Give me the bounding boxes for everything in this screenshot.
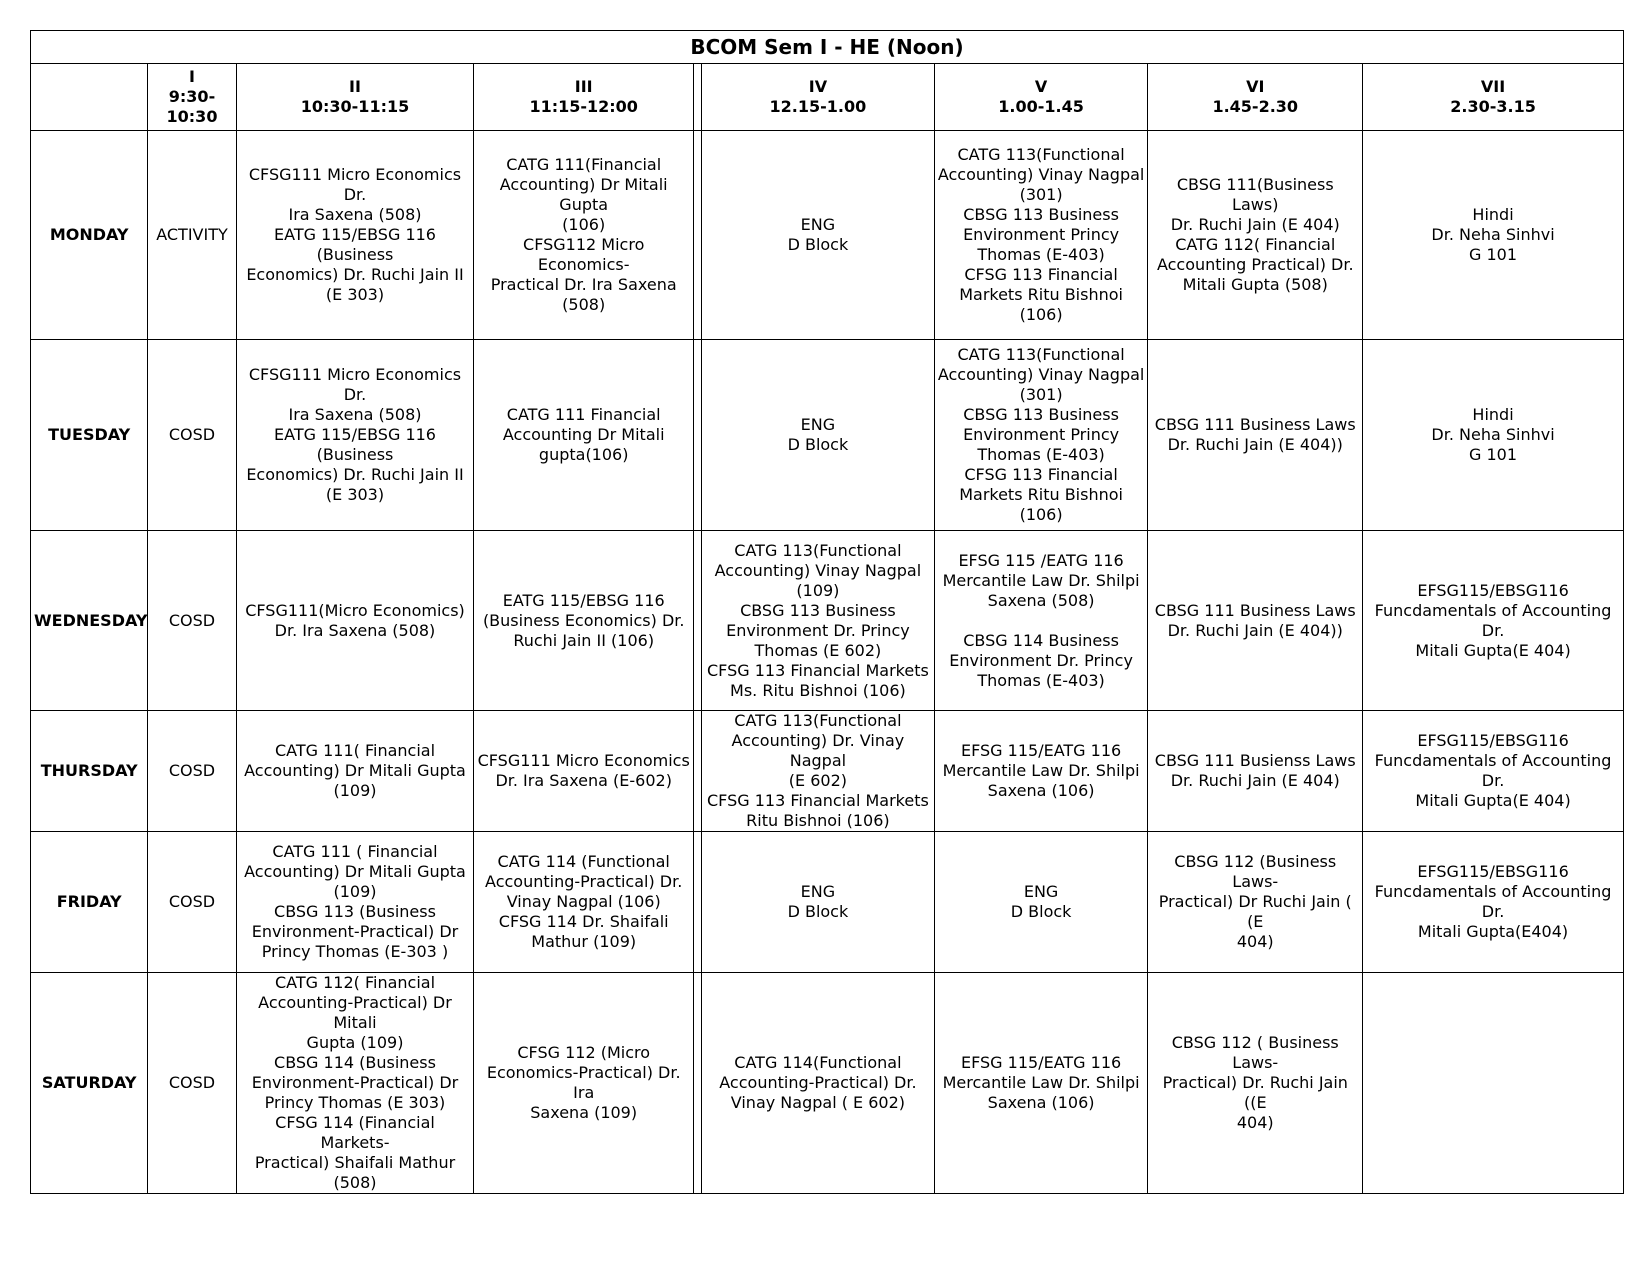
class-cell-line: Practical) Dr. Ruchi Jain ((E [1162, 1073, 1348, 1112]
class-cell-line: Environment Princy [963, 425, 1120, 444]
class-cell-line: (Business Economics) Dr. [482, 610, 685, 630]
class-cell-line: EATG 115/EBSG 116 [502, 590, 665, 610]
class-cell [236, 131, 474, 340]
break-separator [694, 531, 702, 711]
class-cell-line: Environment-Practical) Dr [251, 922, 459, 941]
class-cell-line: Accounting-Practical) Dr. [485, 872, 683, 891]
day-label: FRIDAY [31, 832, 148, 973]
class-cell-line: CATG 111( Financial [274, 741, 436, 760]
class-cell-line: CATG 112( Financial [274, 973, 436, 992]
class-cell-line: Mathur (109) [531, 932, 637, 951]
class-cell-line: COSD [168, 761, 216, 780]
class-cell-line: Economics-Practical) Dr. Ira [486, 1063, 681, 1102]
period-header-iii [474, 64, 694, 131]
period-header-line: VI [1246, 77, 1265, 96]
class-cell-line: 404) [1236, 1113, 1274, 1132]
class-cell-line: Environment Princy [963, 225, 1120, 244]
class-cell-line: EFSG 115/EATG 116 [960, 741, 1122, 760]
class-cell-line: D Block [1010, 902, 1072, 921]
timetable [30, 30, 1624, 1194]
class-cell [148, 832, 236, 973]
class-cell-line: Environment Dr. Princy [726, 620, 910, 640]
class-cell-line: CFSG111 Micro Economics [477, 751, 690, 770]
class-cell-line: Practical) Dr Ruchi Jain ( (E [1158, 892, 1352, 931]
class-cell-line: Accounting) Dr Mitali Gupta [499, 175, 668, 214]
class-cell-line: CBSG 111 Business Laws [1154, 415, 1356, 434]
class-cell-line: Accounting-Practical) Dr Mitali [258, 993, 452, 1032]
class-cell [236, 832, 474, 973]
class-cell [1363, 131, 1624, 340]
class-cell [934, 340, 1148, 531]
class-cell [148, 340, 236, 531]
class-cell-line: Accounting Practical) Dr. [1156, 255, 1354, 274]
class-cell-line: Vinay Nagpal ( E 602) [730, 1093, 906, 1112]
class-cell-line: CFSG 112 (Micro [517, 1043, 651, 1062]
day-row-friday [31, 832, 1624, 973]
period-header-ii [236, 64, 474, 131]
class-cell-line: Mercantile Law Dr. Shilpi [942, 1073, 1140, 1092]
class-cell-line: (109) [796, 580, 840, 600]
class-cell-line: Environment-Practical) Dr [251, 1073, 459, 1092]
class-cell-line: CATG 113(Functional [957, 145, 1125, 164]
class-cell-line: CBSG 113 (Business [274, 902, 436, 921]
class-cell [1363, 340, 1624, 531]
class-cell-line: Dr. Ruchi Jain (E 404)) [1167, 620, 1343, 640]
class-cell-line: CFSG111 Micro Economics Dr. [248, 165, 462, 204]
class-cell-line: EFSG115/EBSG116 [1417, 731, 1569, 750]
class-cell-line: Accounting Dr Mitali [502, 425, 665, 444]
break-separator [694, 64, 702, 131]
class-cell-line: Funcdamentals of Accounting Dr. [1374, 882, 1612, 921]
class-cell-line: CATG 113(Functional [957, 345, 1125, 364]
period-header-line: 11:15-12:00 [529, 97, 638, 116]
class-cell-line: Dr. Ira Saxena (E-602) [495, 771, 672, 790]
class-cell-line: ENG [1023, 882, 1059, 901]
class-cell-line: Economics) Dr. Ruchi Jain II [246, 265, 464, 284]
class-cell-line: Accounting) Vinay Nagpal [937, 365, 1145, 384]
class-cell-line: Dr. Ruchi Jain (E 404)) [1167, 435, 1343, 454]
period-header-row [31, 64, 1624, 131]
class-cell-line: CATG 113(Functional [734, 540, 902, 560]
class-cell-line: CBSG 113 Business [963, 205, 1119, 224]
class-cell-line: CBSG 113 Business [963, 405, 1119, 424]
class-cell-line: CBSG 114 Business [963, 630, 1119, 650]
period-header-line: 10:30-11:15 [300, 97, 410, 116]
class-cell-line: Accounting) Dr Mitali Gupta [244, 862, 466, 881]
class-cell-line: Accounting) Dr Mitali Gupta [244, 761, 466, 780]
class-cell [702, 973, 935, 1194]
class-cell-line: CATG 113(Functional [734, 711, 902, 730]
class-cell-line: (301) [1019, 385, 1063, 404]
day-row-tuesday [31, 340, 1624, 531]
class-cell-line: Dr. Neha Sinhvi [1431, 225, 1555, 244]
class-cell-line: EFSG115/EBSG116 [1417, 580, 1569, 600]
class-cell-line: Accounting) Vinay Nagpal [714, 560, 922, 580]
class-cell-line: EATG 115/EBSG 116 (Business [274, 225, 436, 264]
class-cell-line: CFSG 114 (Financial Markets- [275, 1113, 435, 1152]
class-cell-line: CBSG 111 Business Laws [1154, 600, 1356, 620]
class-cell [474, 340, 694, 531]
class-cell-line: CFSG 114 Dr. Shaifali [498, 912, 669, 931]
class-cell [236, 340, 474, 531]
class-cell [1148, 131, 1363, 340]
class-cell-line: (E 303) [325, 285, 385, 304]
class-cell-line: Hindi [1472, 205, 1514, 224]
class-cell-line: Funcdamentals of Accounting Dr. [1374, 600, 1612, 640]
class-cell-line: COSD [168, 1073, 216, 1092]
period-header-line: 1.00-1.45 [998, 97, 1084, 116]
class-cell-line: gupta(106) [538, 445, 629, 464]
class-cell-line: Thomas (E-403) [977, 445, 1105, 464]
class-cell-line: Practical) Shaifali Mathur [254, 1153, 456, 1172]
class-cell-line: EFSG 115/EATG 116 [960, 1053, 1122, 1072]
class-cell-line: Markets Ritu Bishnoi (106) [959, 285, 1123, 324]
class-cell-line: Thomas (E-403) [977, 245, 1105, 264]
class-cell-line: ENG [800, 215, 836, 234]
class-cell-line: Ira Saxena (508) [288, 205, 422, 224]
class-cell-line: Mitali Gupta(E 404) [1415, 791, 1571, 810]
class-cell-line: (301) [1019, 185, 1063, 204]
class-cell-line: Dr. Ruchi Jain (E 404) [1170, 215, 1340, 234]
day-row-saturday [31, 973, 1624, 1194]
class-cell [474, 531, 694, 711]
break-separator [694, 973, 702, 1194]
period-header-line: II [349, 77, 361, 96]
class-cell-line: CBSG 111 Busienss Laws [1154, 751, 1356, 770]
class-cell-line: Markets Ritu Bishnoi (106) [959, 485, 1123, 524]
class-cell-line: Gupta (109) [306, 1033, 404, 1052]
class-cell [1148, 711, 1363, 832]
class-cell-line: CFSG 113 Financial Markets [706, 791, 929, 810]
class-cell [934, 711, 1148, 832]
class-cell-line: Accounting) Dr. Vinay Nagpal [731, 731, 905, 770]
class-cell [236, 973, 474, 1194]
class-cell-line: Mercantile Law Dr. Shilpi [942, 570, 1140, 590]
day-label: MONDAY [31, 131, 148, 340]
class-cell-line: Economics) Dr. Ruchi Jain II [246, 465, 464, 484]
class-cell-line: CATG 111(Financial [506, 155, 662, 174]
break-separator [694, 131, 702, 340]
class-cell-line: (106) [562, 215, 606, 234]
class-cell [1363, 973, 1624, 1194]
class-cell-line: (E 602) [788, 771, 848, 790]
day-label: THURSDAY [31, 711, 148, 832]
class-cell [702, 340, 935, 531]
class-cell [1148, 973, 1363, 1194]
class-cell [148, 973, 236, 1194]
class-cell-line: CATG 111 Financial [506, 405, 661, 424]
class-cell-line: COSD [168, 610, 216, 630]
class-cell-line: (508) [333, 1173, 377, 1192]
class-cell-line: Practical Dr. Ira Saxena [490, 275, 677, 294]
class-cell-line: Ms. Ritu Bishnoi (106) [730, 680, 906, 700]
period-header-line: IV [808, 77, 828, 96]
class-cell [934, 832, 1148, 973]
period-header-line: 2.30-3.15 [1450, 97, 1536, 116]
class-cell-line: Hindi [1472, 405, 1514, 424]
class-cell-line: EFSG 115 /EATG 116 [958, 550, 1124, 570]
break-separator [694, 832, 702, 973]
class-cell-line: 404) [1236, 932, 1274, 951]
class-cell-line: CFSG111(Micro Economics) [245, 600, 465, 620]
class-cell-line: Princy Thomas (E-303 ) [261, 942, 449, 961]
class-cell-line: EATG 115/EBSG 116 (Business [274, 425, 436, 464]
class-cell [474, 131, 694, 340]
class-cell [1148, 340, 1363, 531]
class-cell [474, 832, 694, 973]
class-cell [474, 711, 694, 832]
class-cell-line: CFSG112 Micro Economics- [523, 235, 645, 274]
class-cell-line: CATG 114 (Functional [497, 852, 670, 871]
class-cell-line: ENG [800, 415, 836, 434]
class-cell-line: (E 303) [325, 485, 385, 504]
class-cell-line: G 101 [1469, 445, 1518, 464]
class-cell [1363, 531, 1624, 711]
class-cell [1363, 711, 1624, 832]
class-cell-line: CFSG111 Micro Economics Dr. [248, 365, 462, 404]
class-cell [702, 711, 935, 832]
class-cell [236, 711, 474, 832]
class-cell-line: (109) [333, 882, 377, 901]
class-cell-line [938, 611, 1145, 631]
class-cell-line: CBSG 112 (Business Laws- [1174, 852, 1337, 891]
class-cell [148, 711, 236, 832]
class-cell-line: Thomas (E-403) [977, 670, 1105, 690]
class-cell-line: CBSG 111(Business Laws) [1176, 175, 1334, 214]
class-cell-line: Environment Dr. Princy [949, 650, 1133, 670]
class-cell-line: Dr. Neha Sinhvi [1431, 425, 1555, 444]
class-cell-line: Funcdamentals of Accounting Dr. [1374, 751, 1612, 790]
class-cell-line: Saxena (106) [987, 1093, 1095, 1112]
period-header-vii [1363, 64, 1624, 131]
class-cell-line: CFSG 113 Financial [964, 265, 1118, 284]
class-cell-line: COSD [168, 892, 216, 911]
class-cell [148, 531, 236, 711]
class-cell-line: Ira Saxena (508) [288, 405, 422, 424]
class-cell-line: Ritu Bishnoi (106) [746, 811, 890, 830]
class-cell-line: CBSG 112 ( Business Laws- [1171, 1033, 1339, 1072]
class-cell-line: Saxena (109) [530, 1103, 638, 1122]
class-cell-line: Ruchi Jain II (106) [513, 630, 655, 650]
class-cell-line: G 101 [1469, 245, 1518, 264]
day-row-thursday [31, 711, 1624, 832]
class-cell-line: Mitali Gupta(E404) [1417, 922, 1569, 941]
class-cell [702, 832, 935, 973]
period-header-line: 9:30- [168, 87, 216, 106]
class-cell-line: Saxena (508) [987, 590, 1095, 610]
break-separator [694, 711, 702, 832]
title-row [31, 31, 1624, 64]
day-label: WEDNESDAY [31, 531, 148, 711]
class-cell [474, 973, 694, 1194]
day-label: SATURDAY [31, 973, 148, 1194]
class-cell-line: CFSG 113 Financial Markets [706, 660, 929, 680]
period-header-line: VII [1480, 77, 1506, 96]
class-cell-line: Accounting) Vinay Nagpal [937, 165, 1145, 184]
class-cell-line: Vinay Nagpal (106) [506, 892, 661, 911]
class-cell [1363, 832, 1624, 973]
day-label: TUESDAY [31, 340, 148, 531]
class-cell-line: (109) [333, 781, 377, 800]
period-header-v [934, 64, 1148, 131]
class-cell [1148, 531, 1363, 711]
class-cell-line: Mercantile Law Dr. Shilpi [942, 761, 1140, 780]
class-cell-line: EFSG115/EBSG116 [1417, 862, 1569, 881]
day-row-wednesday [31, 531, 1624, 711]
class-cell-line: D Block [787, 435, 849, 454]
period-header-vi [1148, 64, 1363, 131]
class-cell-line: Dr. Ira Saxena (508) [274, 620, 436, 640]
day-row-monday [31, 131, 1624, 340]
period-header-line: I [189, 67, 195, 86]
period-header-iv [702, 64, 935, 131]
period-header-line: 1.45-2.30 [1212, 97, 1299, 116]
class-cell-line: Accounting-Practical) Dr. [719, 1073, 917, 1092]
class-cell-line: CATG 114(Functional [734, 1053, 902, 1072]
class-cell-line: CATG 112( Financial [1175, 235, 1336, 254]
class-cell-line: D Block [787, 902, 849, 921]
class-cell-line: D Block [787, 235, 849, 254]
class-cell [702, 531, 935, 711]
class-cell-line: Saxena (106) [987, 781, 1095, 800]
class-cell [236, 531, 474, 711]
class-cell [702, 131, 935, 340]
class-cell [148, 131, 236, 340]
class-cell-line: Princy Thomas (E 303) [264, 1093, 446, 1112]
break-separator [694, 340, 702, 531]
class-cell-line: CATG 111 ( Financial [272, 842, 438, 861]
class-cell-line: Mitali Gupta(E 404) [1415, 640, 1571, 660]
class-cell [934, 973, 1148, 1194]
class-cell [934, 131, 1148, 340]
class-cell [934, 531, 1148, 711]
class-cell-line: CBSG 114 (Business [274, 1053, 436, 1072]
class-cell-line: Thomas (E 602) [754, 640, 882, 660]
class-cell-line: (508) [562, 295, 606, 314]
period-header-line: 12.15-1.00 [769, 97, 867, 116]
class-cell-line: CBSG 113 Business [740, 600, 896, 620]
class-cell-line: ACTIVITY [156, 225, 228, 244]
class-cell-line: CFSG 113 Financial [964, 465, 1118, 484]
class-cell [1148, 832, 1363, 973]
period-header-line: V [1034, 77, 1048, 96]
class-cell-line: COSD [168, 425, 216, 444]
class-cell-line: ENG [800, 882, 836, 901]
timetable-title: BCOM Sem I - HE (Noon) [31, 31, 1624, 64]
period-header-i [148, 64, 236, 131]
period-header-line: III [574, 77, 593, 96]
header-corner-cell [31, 64, 148, 131]
class-cell-line: Mitali Gupta (508) [1182, 275, 1328, 294]
period-header-line: 10:30 [166, 107, 218, 126]
class-cell-line: Dr. Ruchi Jain (E 404) [1170, 771, 1340, 790]
